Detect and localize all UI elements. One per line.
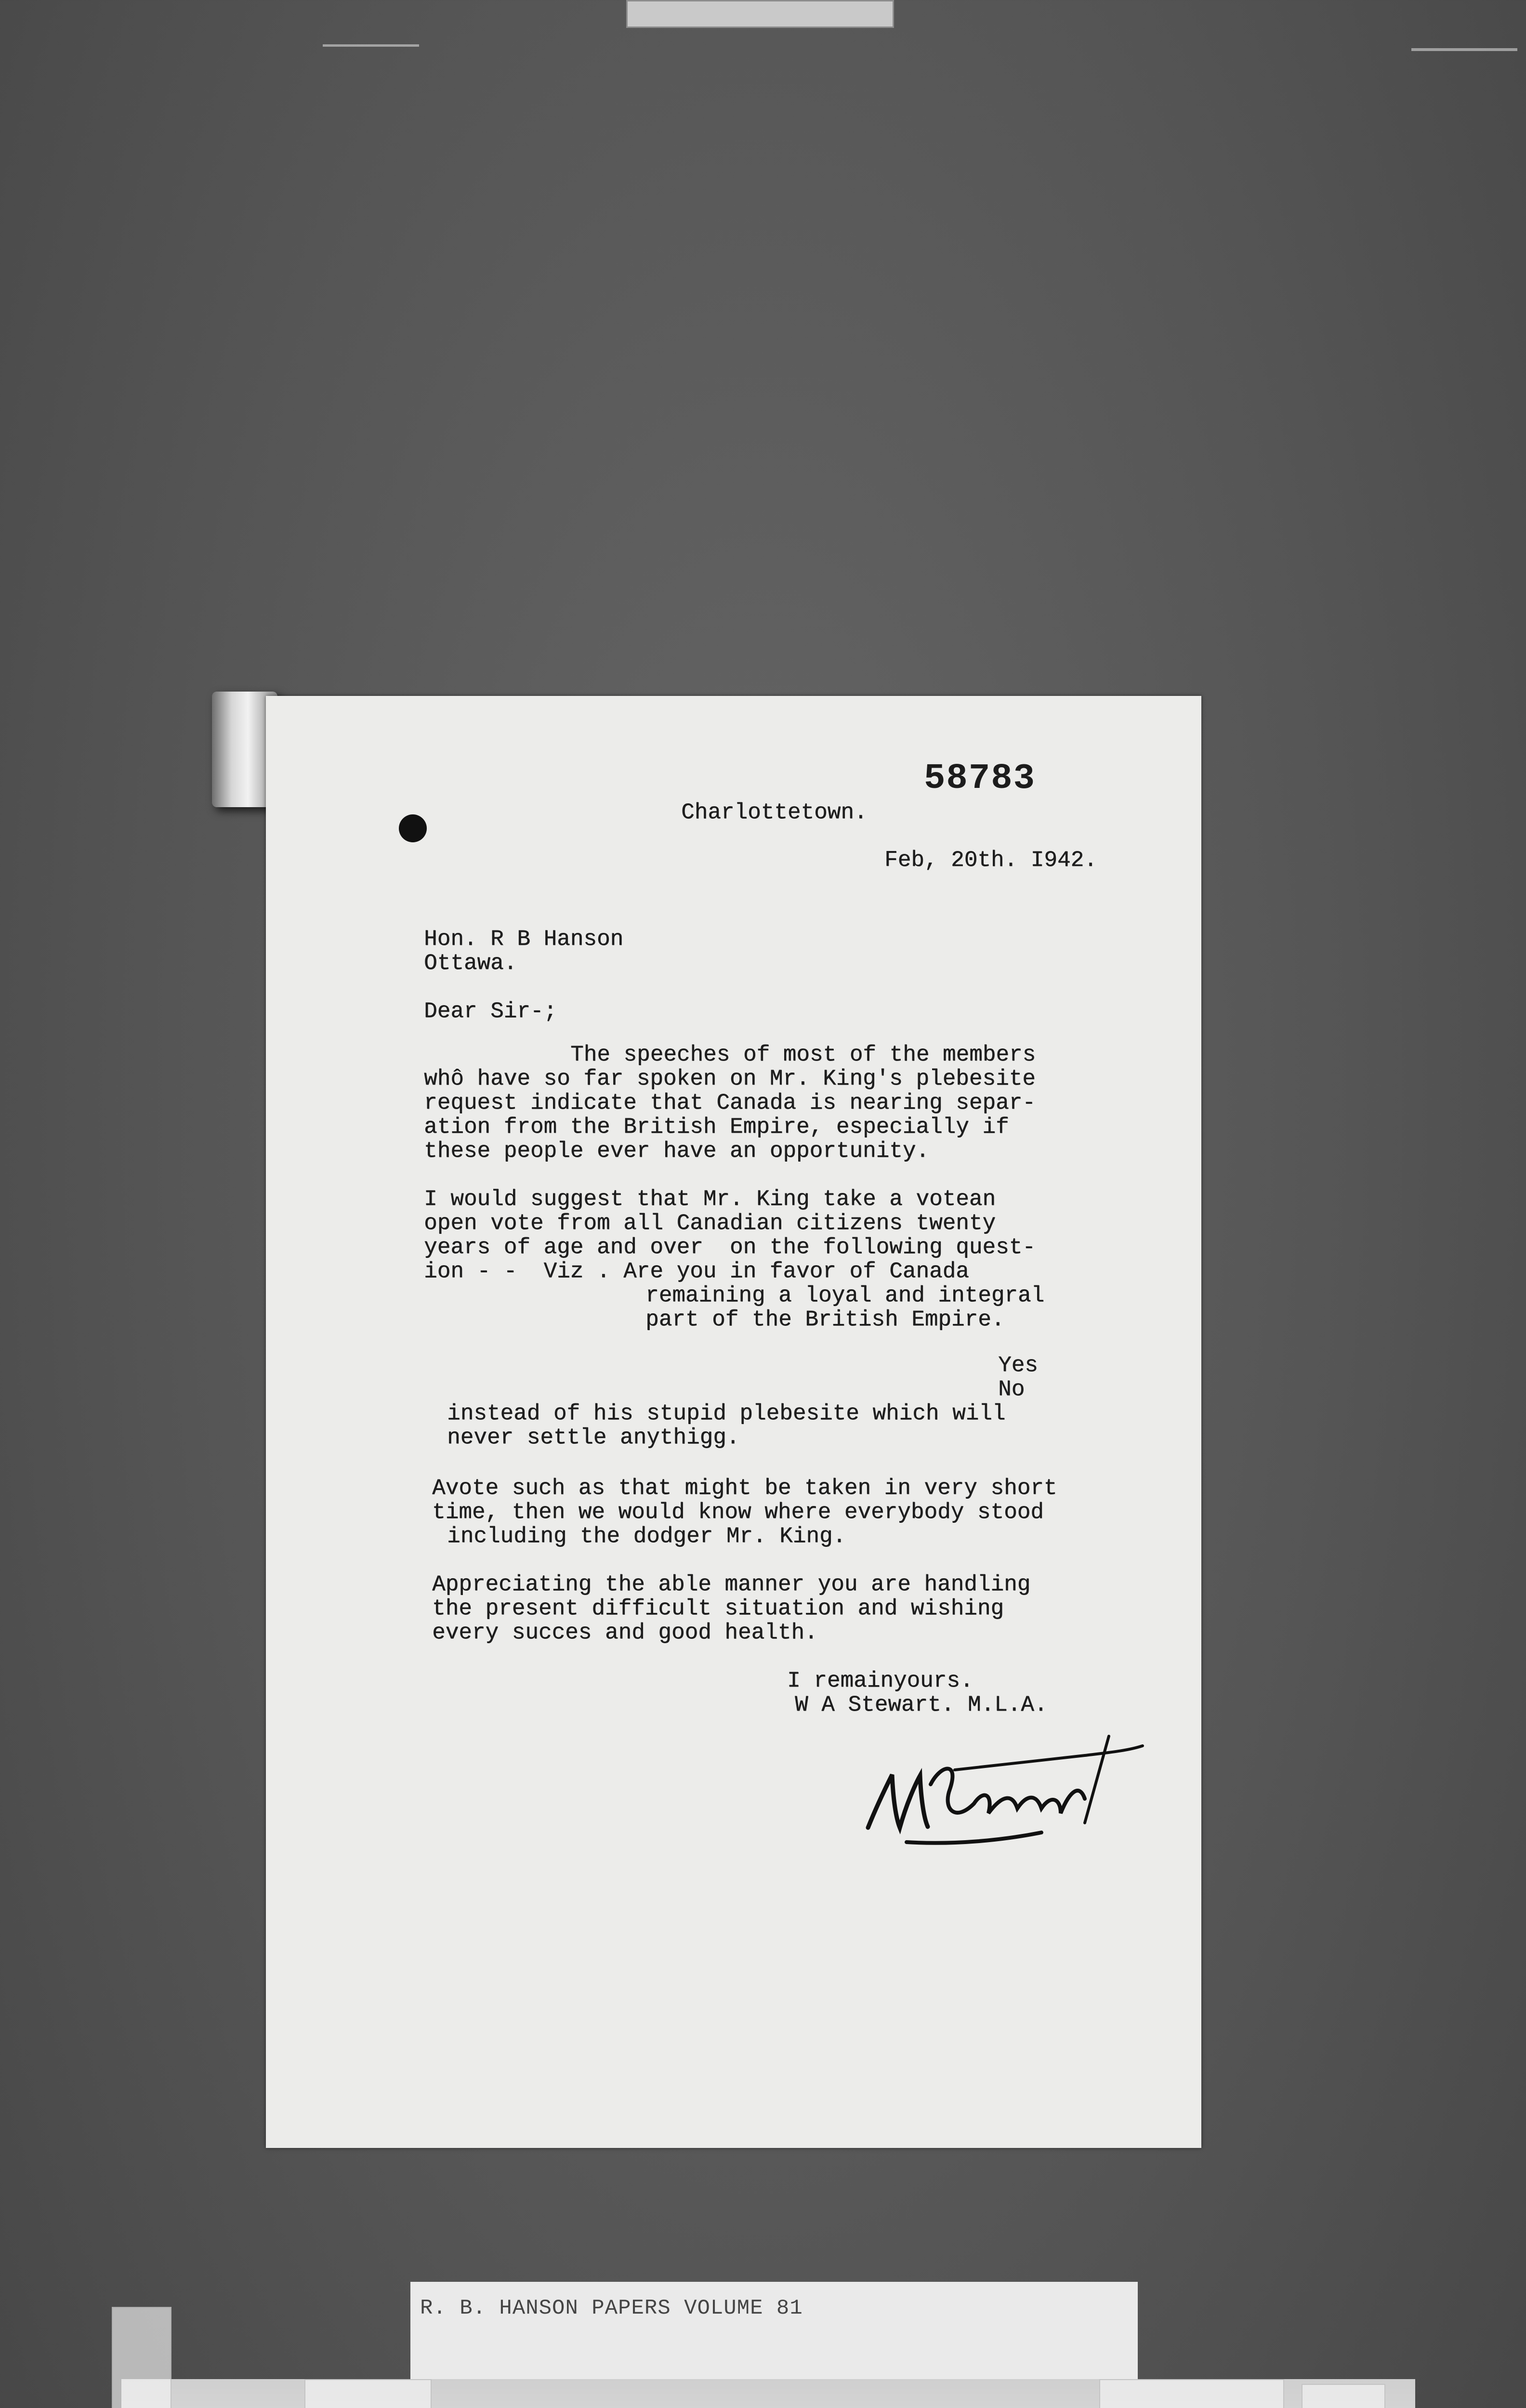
paragraph-line: open vote from all Canadian citizens twenty [424, 1211, 996, 1236]
paragraph-line: The speeches of most of the members [570, 1042, 1036, 1067]
punch-hole [399, 814, 427, 842]
paragraph-line: whô have so far spoken on Mr. King's plebesite [424, 1066, 1036, 1091]
sender-name: W A Stewart. M.L.A. [795, 1692, 1048, 1717]
tape-strip [1099, 2379, 1284, 2408]
option-yes: Yes [998, 1353, 1038, 1378]
letter-place: Charlottetown. [681, 800, 868, 825]
tape-strip [304, 2379, 432, 2408]
letter-date: Feb, 20th. I942. [884, 848, 1097, 873]
paragraph-line: Avote such as that might be taken in very short [432, 1476, 1057, 1501]
tape-strip [112, 2307, 171, 2408]
paragraph-line: including the dodger Mr. King. [447, 1524, 846, 1549]
archives-stamp-card [121, 2379, 1415, 2408]
top-mount-tab [626, 0, 894, 28]
paragraph-line: every succes and good health. [432, 1620, 818, 1645]
paragraph-line: ation from the British Empire, especially if [424, 1114, 1009, 1139]
paragraph-line: time, then we would know where everybody stood [432, 1500, 1044, 1525]
addressee-city: Ottawa. [424, 951, 517, 976]
paragraph-line: part of the British Empire. [645, 1307, 1005, 1332]
paragraph-line: ion - - Viz . Are you in favor of Canada [424, 1259, 969, 1284]
letter-page [266, 696, 1201, 2148]
option-no: No [998, 1377, 1025, 1402]
series-label-text: R. B. HANSON PAPERS VOLUME 81 [420, 2296, 803, 2320]
paragraph-line: these people ever have an opportunity. [424, 1139, 929, 1164]
paragraph-line: years of age and over on the following quest- [424, 1235, 1036, 1260]
document-number: 58783 [924, 759, 1036, 799]
paragraph-line: never settle anythigg. [447, 1425, 740, 1450]
paragraph-line: I would suggest that Mr. King take a votean [424, 1187, 996, 1212]
closing: I remainyours. [787, 1668, 973, 1693]
paragraph-line: request indicate that Canada is nearing separ- [424, 1090, 1036, 1115]
paragraph-line: Appreciating the able manner you are handling [432, 1572, 1031, 1597]
salutation: Dear Sir-; [424, 999, 557, 1024]
tape-strip [1302, 2384, 1385, 2408]
handwritten-signature [858, 1731, 1147, 1857]
paragraph-line: the present difficult situation and wishing [432, 1596, 1004, 1621]
addressee-name: Hon. R B Hanson [424, 927, 624, 952]
scan-streak [1411, 48, 1517, 51]
paragraph-line: instead of his stupid plebesite which will [447, 1401, 1006, 1426]
scan-streak [323, 44, 419, 47]
paragraph-line: remaining a loyal and integral [645, 1283, 1045, 1308]
